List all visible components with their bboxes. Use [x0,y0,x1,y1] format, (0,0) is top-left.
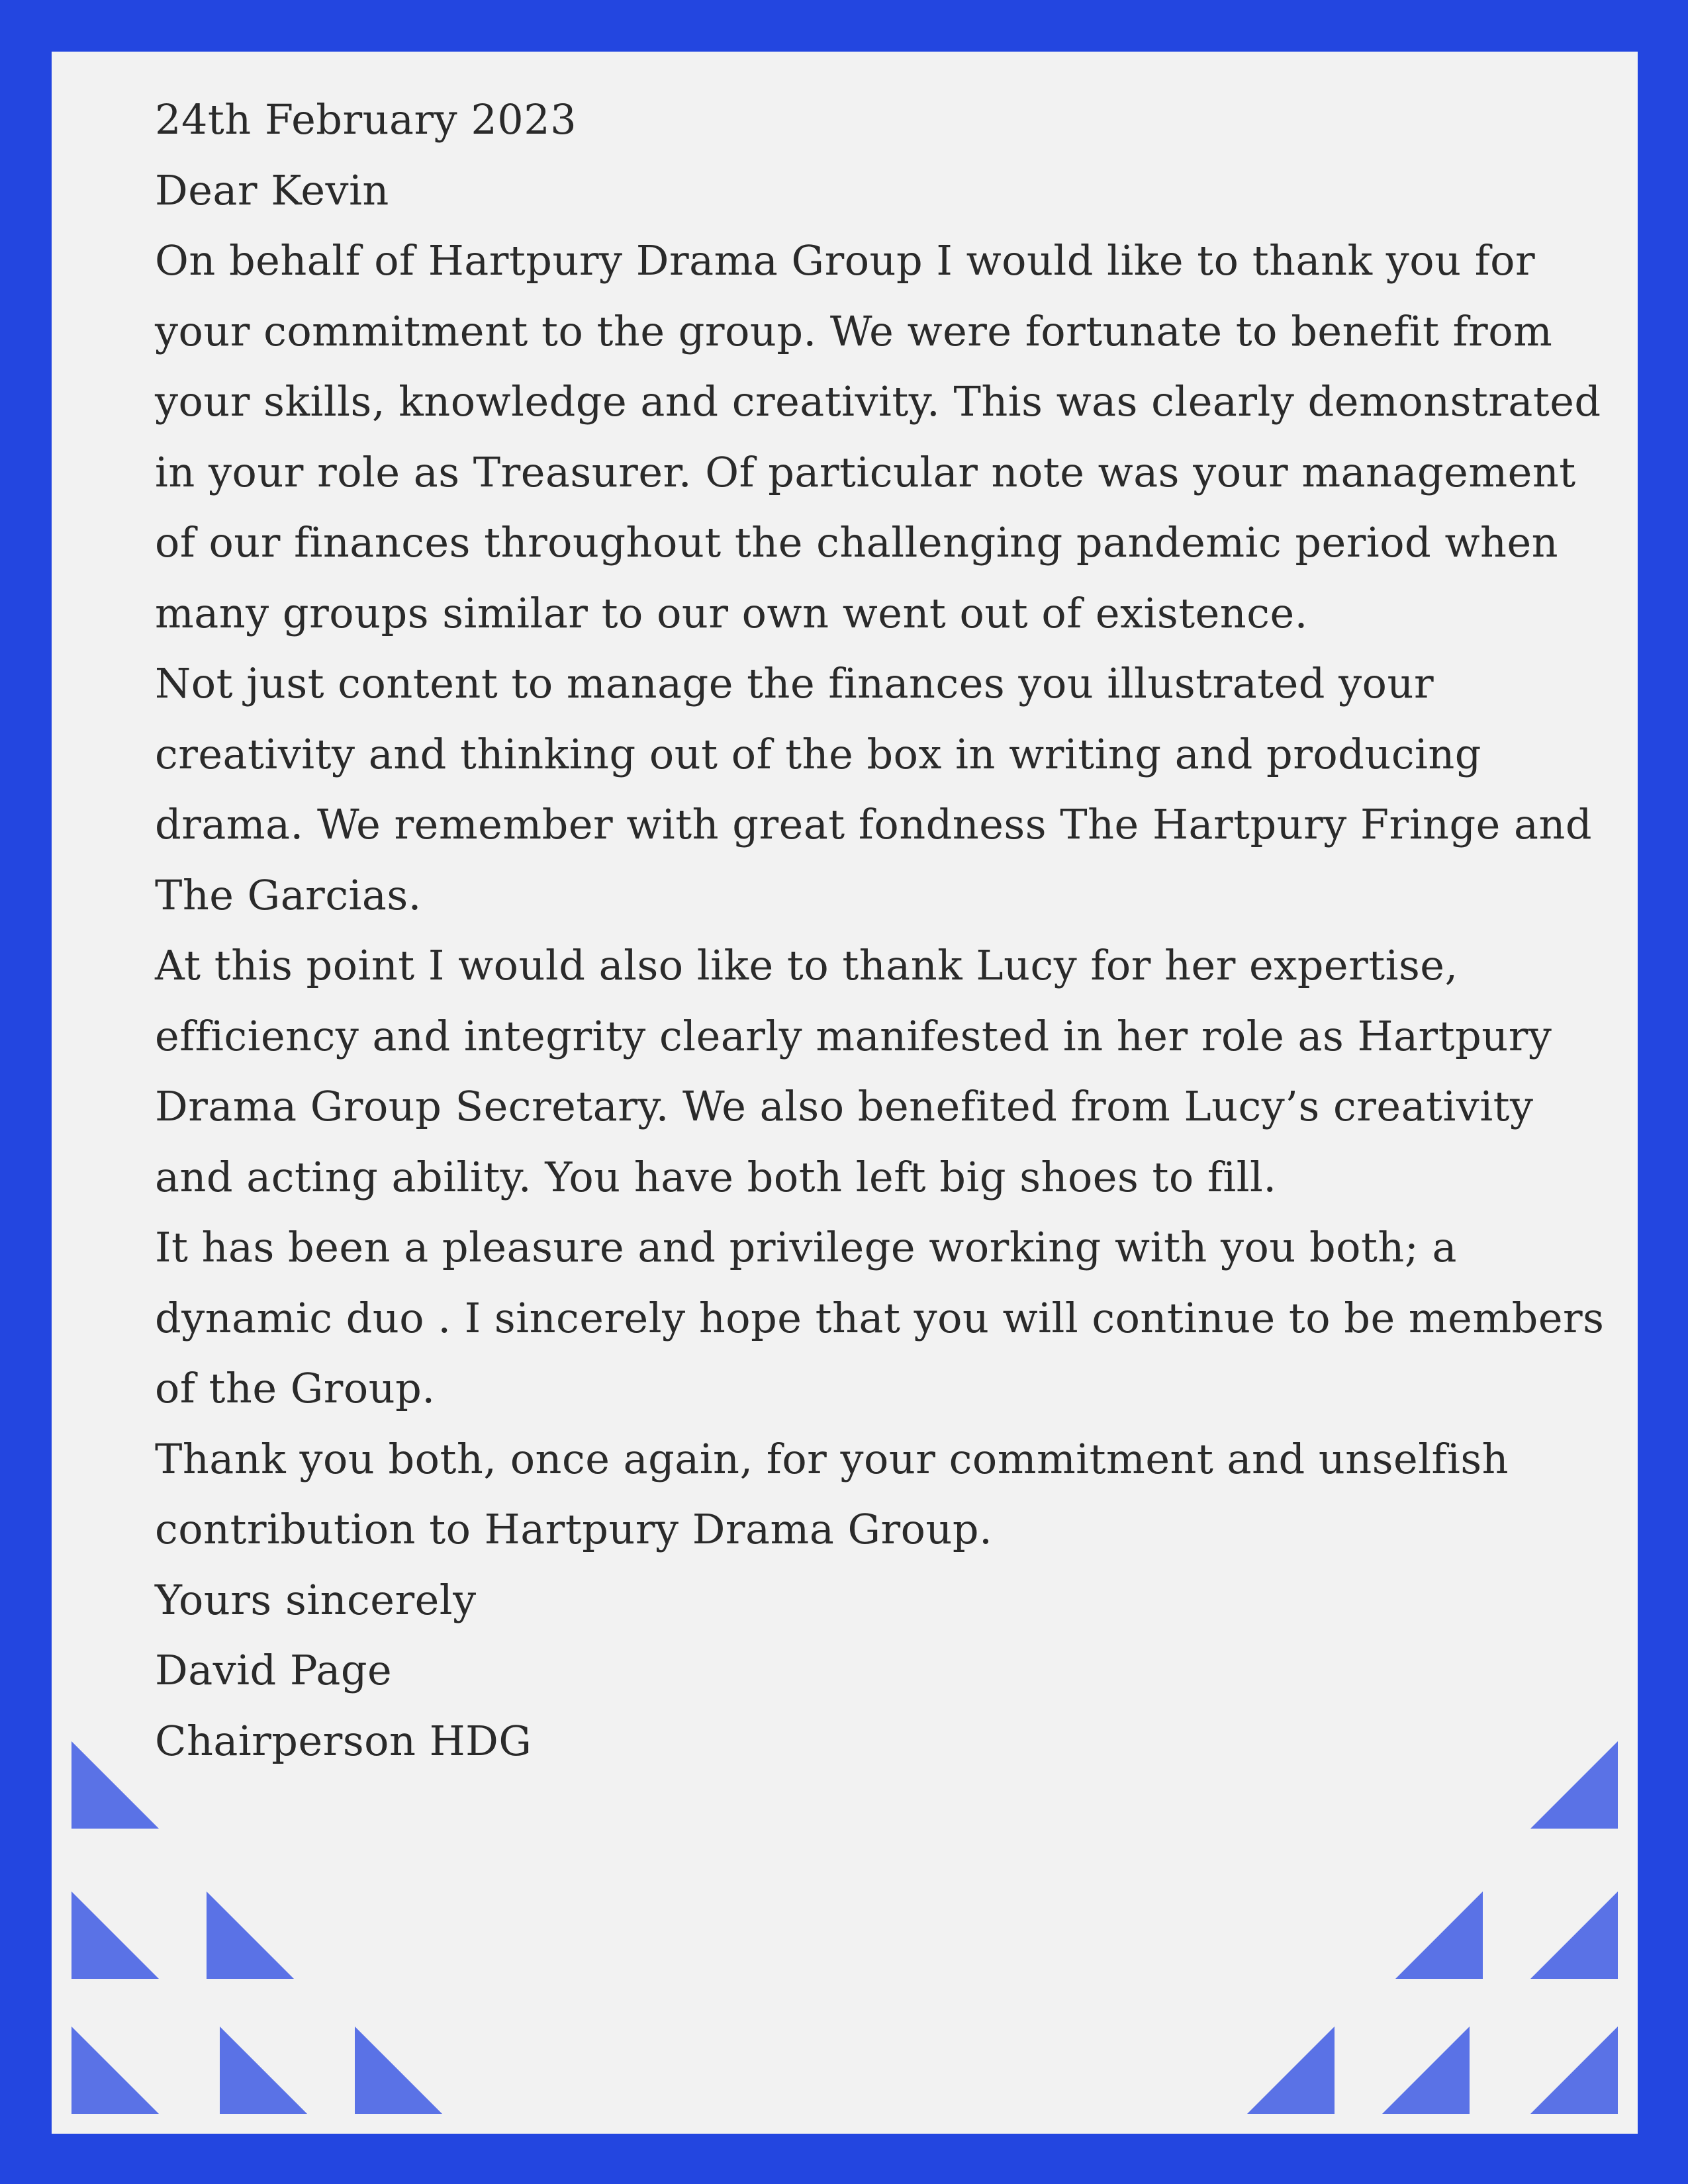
decorative-triangle-left-3 [207,1891,294,1979]
letter-salutation: Dear Kevin [155,165,389,214]
letter-body [155,85,1605,1776]
decorative-triangle-left-5 [220,2026,307,2114]
letter-paragraph-4: It has been a pleasure and privilege working with you both; a dynamic duo . I sincerely hope that you will continue to be members of the Group. [155,1223,1605,1412]
letter-paragraph-2: Not just content to manage the finances you illustrated your creativity and thinking out of the box in writing and producing drama. We remember with great fondness The Hartpury Fringe and The Garcias. [155,659,1593,919]
letter-closing: Yours sincerely [155,1575,477,1624]
letter-date: 24th February 2023 [155,95,577,144]
decorative-triangle-left-1 [71,1741,159,1829]
decorative-triangle-left-6 [355,2026,442,2114]
signer-name: David Page [155,1646,393,1694]
decorative-triangle-right-5 [1382,2026,1470,2114]
decorative-triangle-right-1 [1530,1741,1618,1829]
signer-title: Chairperson HDG [155,1716,532,1765]
decorative-triangle-left-4 [71,2026,159,2114]
decorative-triangle-right-3 [1530,1891,1618,1979]
decorative-triangle-right-2 [1395,1891,1483,1979]
decorative-triangle-left-2 [71,1891,159,1979]
letter-paper [52,52,1638,2134]
letter-paragraph-5: Thank you both, once again, for your commitment and unselfish contribution to Hartpury Drama Group. [155,1434,1509,1553]
decorative-triangle-right-4 [1247,2026,1335,2114]
decorative-triangle-right-6 [1530,2026,1618,2114]
letter-paragraph-3: At this point I would also like to thank Lucy for her expertise, efficiency and integrity clearly manifested in her role as Hartpury Drama Group Secretary. We also benefited from Lucy’s creativity and acting ability. You have both left big shoes to fill. [155,941,1552,1201]
letter-paragraph-1: On behalf of Hartpury Drama Group I would like to thank you for your commitment to the group. We were fortunate to benefit from your skills, knowledge and creativity. This was clearly demonstrated in your role as Treasurer. Of particular note was your management of our finances throughout the challenging pandemic period when many groups similar to our own went out of existence. [155,236,1601,637]
